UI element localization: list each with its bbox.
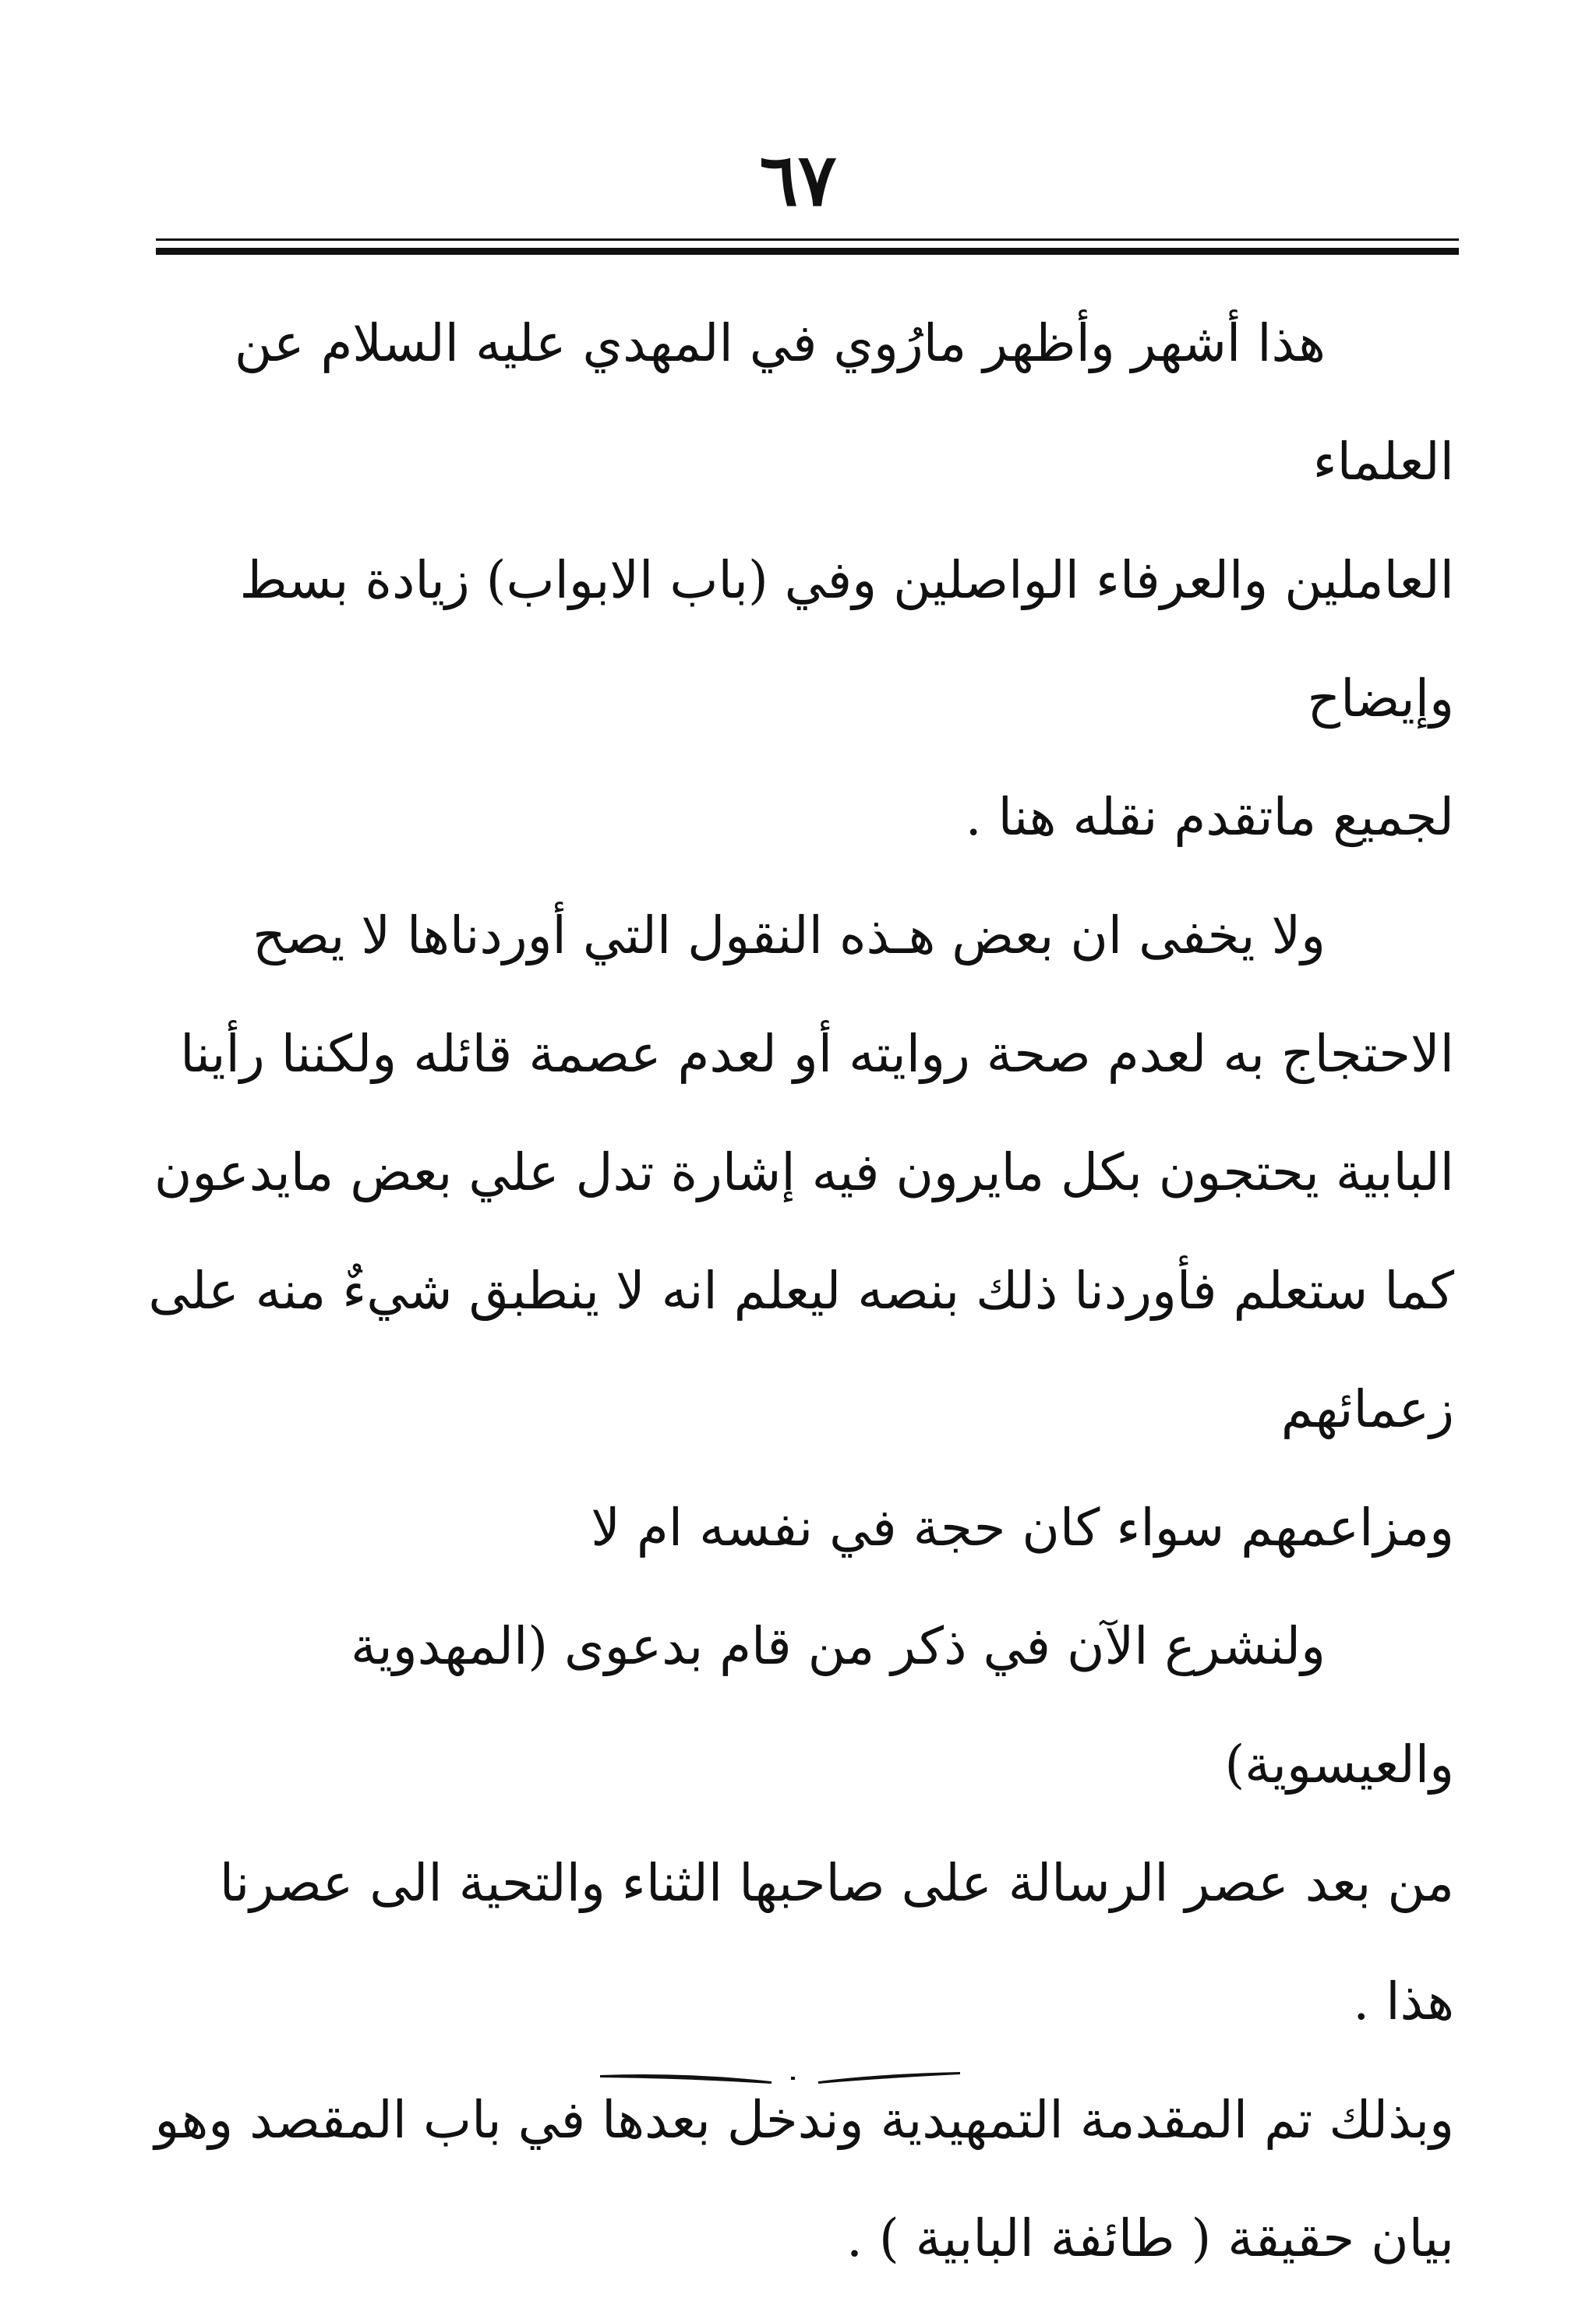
paragraph-3 [148, 1587, 1454, 2298]
text-line: من بعد عصر الرسالة على صاحبها الثناء والتحية الى عصرنا هذا . [219, 1853, 1454, 2031]
footer-ornament-left-stroke [600, 2074, 772, 2084]
body-text [148, 284, 1454, 2298]
text-line: وبذلك تم المقدمة التمهيدية وندخل بعدها في باب المقصد وهو [154, 2090, 1454, 2150]
text-line: هذا أشهر وأظهر مارُوي في المهدي عليه السلام عن العلماء [234, 313, 1454, 492]
footer-ornament [0, 2061, 1596, 2092]
text-line: ومزاعمهم سواء كان حجة في نفسه ام لا [591, 1498, 1454, 1558]
footer-ornament-right-stroke [818, 2072, 960, 2084]
page-number: ٦٧ [759, 138, 837, 222]
header-rule-thin [156, 238, 1459, 241]
paragraph-1 [148, 284, 1454, 877]
text-line: كما ستعلم فأوردنا ذلك بنصه ليعلم انه لا ينطبق شيءٌ منه على زعمائهم [148, 1261, 1454, 1439]
text-line: ولنشرع الآن في ذكر من قام بدعوى (المهدوية والعيسوية) [351, 1616, 1454, 1795]
text-line: الاحتجاج به لعدم صحة روايته أو لعدم عصمة قائله ولكننا رأينا [180, 1024, 1454, 1084]
header-rule-thick [156, 248, 1459, 255]
text-line: لجميع ماتقدم نقله هنا . [965, 787, 1454, 847]
footer-ornament-center-dot [791, 2077, 795, 2080]
text-line: البابية يحتجون بكل مايرون فيه إشارة تدل علي بعض مايدعون [154, 1142, 1454, 1202]
text-line: بيان حقيقة ( طائفة البابية ) . [846, 2208, 1454, 2268]
text-line: العاملين والعرفاء الواصلين وفي (باب الابواب) زيادة بسط وإيضاح [239, 550, 1454, 729]
text-line: ولا يخفى ان بعض هـذه النقول التي أوردناها لا يصح [252, 905, 1326, 965]
paragraph-2 [148, 877, 1454, 1587]
